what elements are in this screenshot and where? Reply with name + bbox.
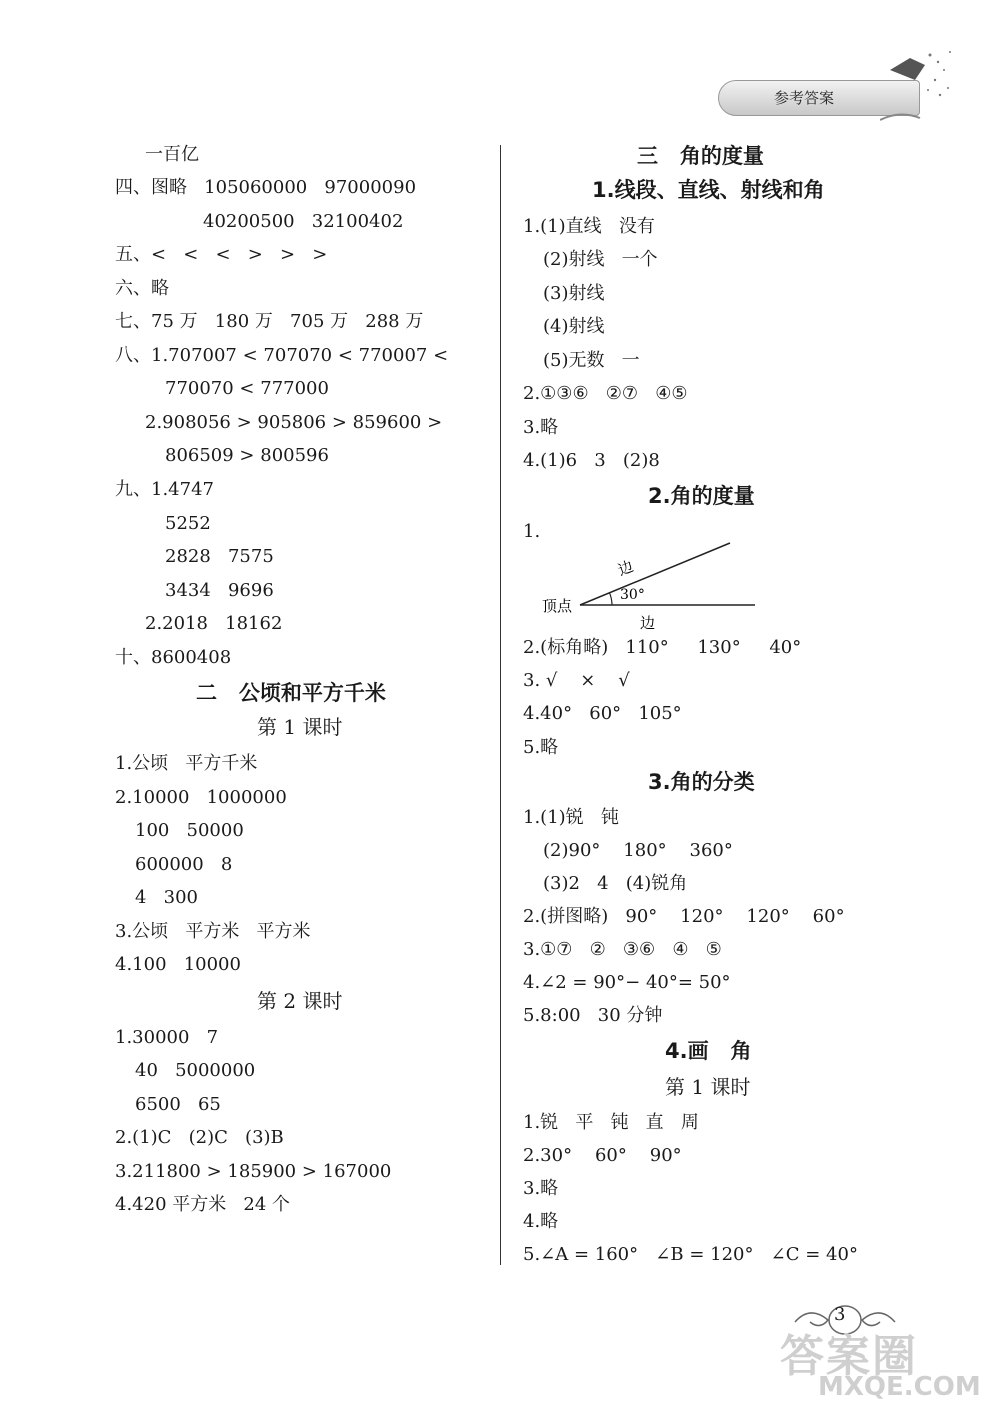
lesson-title: 第 2 课时 <box>257 989 343 1013</box>
right-line: 2.(拼图略) 90° 120° 120° 60° <box>523 906 845 927</box>
right-line: 3. √ × √ <box>523 670 630 691</box>
lesson-title: 第 1 课时 <box>665 1075 751 1099</box>
right-line: 5.8:00 30 分钟 <box>523 1005 663 1026</box>
left-line: 3.公顷 平方米 平方米 <box>115 921 311 942</box>
page-number: 3 <box>834 1304 846 1325</box>
header-banner-label: 参考答案 <box>773 89 834 107</box>
column-divider <box>500 145 501 1265</box>
right-line: 5.略 <box>523 737 559 758</box>
angle-label: 30° <box>620 587 645 603</box>
right-line: (3)射线 <box>543 283 605 304</box>
vertex-label: 顶点 <box>542 597 573 615</box>
subsection-title: 3.角的分类 <box>648 770 755 794</box>
section-title: 二 公顷和平方千米 <box>196 681 386 705</box>
left-line: 七、75 万 180 万 705 万 288 万 <box>115 311 424 332</box>
right-line: (5)无数 一 <box>543 350 640 371</box>
angle-arc <box>610 593 613 605</box>
left-line: 4.100 10000 <box>115 954 241 975</box>
left-line: 3434 9696 <box>165 580 274 601</box>
left-line: 770070 < 777000 <box>165 378 329 399</box>
right-line: 4.(1)6 3 (2)8 <box>523 450 660 471</box>
left-line: 5252 <box>165 513 211 534</box>
right-line: 5.∠A = 160° ∠B = 120° ∠C = 40° <box>523 1244 858 1265</box>
side-label-top: 边 <box>615 557 636 580</box>
right-line: (2)90° 180° 360° <box>543 840 733 861</box>
right-line: 4.40° 60° 105° <box>523 703 682 724</box>
right-line: 1.(1)锐 钝 <box>523 807 619 828</box>
left-line: 2828 7575 <box>165 546 274 567</box>
right-line: 2.(标角略) 110° 130° 40° <box>523 637 802 658</box>
left-line: 2.908056 > 905806 > 859600 > <box>145 412 443 433</box>
right-line: 2.①③⑥ ②⑦ ④⑤ <box>523 383 688 404</box>
left-line: 2.10000 1000000 <box>115 787 287 808</box>
left-line: 100 50000 <box>135 820 244 841</box>
left-line: 806509 > 800596 <box>165 445 329 466</box>
left-line: 六、略 <box>115 278 169 299</box>
right-line: 1.(1)直线 没有 <box>523 216 655 237</box>
left-line: 九、1.4747 <box>115 479 214 500</box>
right-line: 1. <box>523 521 541 542</box>
lesson-title: 第 1 课时 <box>257 715 343 739</box>
watermark-logo: 答案圈 <box>780 1331 918 1382</box>
left-line: 一百亿 <box>145 144 199 165</box>
side-label-bottom: 边 <box>640 614 656 632</box>
left-line: 40200500 32100402 <box>203 211 404 232</box>
left-line: 600000 8 <box>135 854 233 875</box>
left-line: 1.公顷 平方千米 <box>115 753 258 774</box>
angle-diagram <box>540 540 770 635</box>
right-line: 3.略 <box>523 417 559 438</box>
left-line: 五、< < < > > > <box>115 244 328 265</box>
left-line: 十、8600408 <box>115 647 232 668</box>
left-line: 2.(1)C (2)C (3)B <box>115 1127 284 1148</box>
subsection-title: 4.画 角 <box>665 1039 752 1063</box>
left-line: 6500 65 <box>135 1094 221 1115</box>
right-line: (3)2 4 (4)锐角 <box>543 873 688 894</box>
angle-ray-top <box>580 543 730 605</box>
subsection-title: 2.角的度量 <box>648 484 755 508</box>
left-line: 2.2018 18162 <box>145 613 283 634</box>
subsection-title: 1.线段、直线、射线和角 <box>592 178 825 202</box>
right-line: 3.①⑦ ② ③⑥ ④ ⑤ <box>523 939 722 960</box>
left-line: 1.30000 7 <box>115 1027 219 1048</box>
right-line: (2)射线 一个 <box>543 249 658 270</box>
watermark-url: MXQE.COM <box>818 1372 981 1402</box>
right-line: 2.30° 60° 90° <box>523 1145 682 1166</box>
right-line: 4.∠2 = 90°− 40°= 50° <box>523 972 731 993</box>
left-line: 八、1.707007 < 707070 < 770007 < <box>115 345 449 366</box>
right-line: 4.略 <box>523 1211 559 1232</box>
left-line: 3.211800 > 185900 > 167000 <box>115 1161 392 1182</box>
right-line: 1.锐 平 钝 直 周 <box>523 1112 699 1133</box>
left-line: 40 5000000 <box>135 1060 256 1081</box>
left-line: 四、图略 105060000 97000090 <box>115 177 417 198</box>
right-line: (4)射线 <box>543 316 605 337</box>
header-decoration-icon <box>880 40 960 130</box>
left-line: 4.420 平方米 24 个 <box>115 1194 291 1215</box>
right-line: 3.略 <box>523 1178 559 1199</box>
left-line: 4 300 <box>135 887 198 908</box>
section-title: 三 角的度量 <box>637 144 764 168</box>
